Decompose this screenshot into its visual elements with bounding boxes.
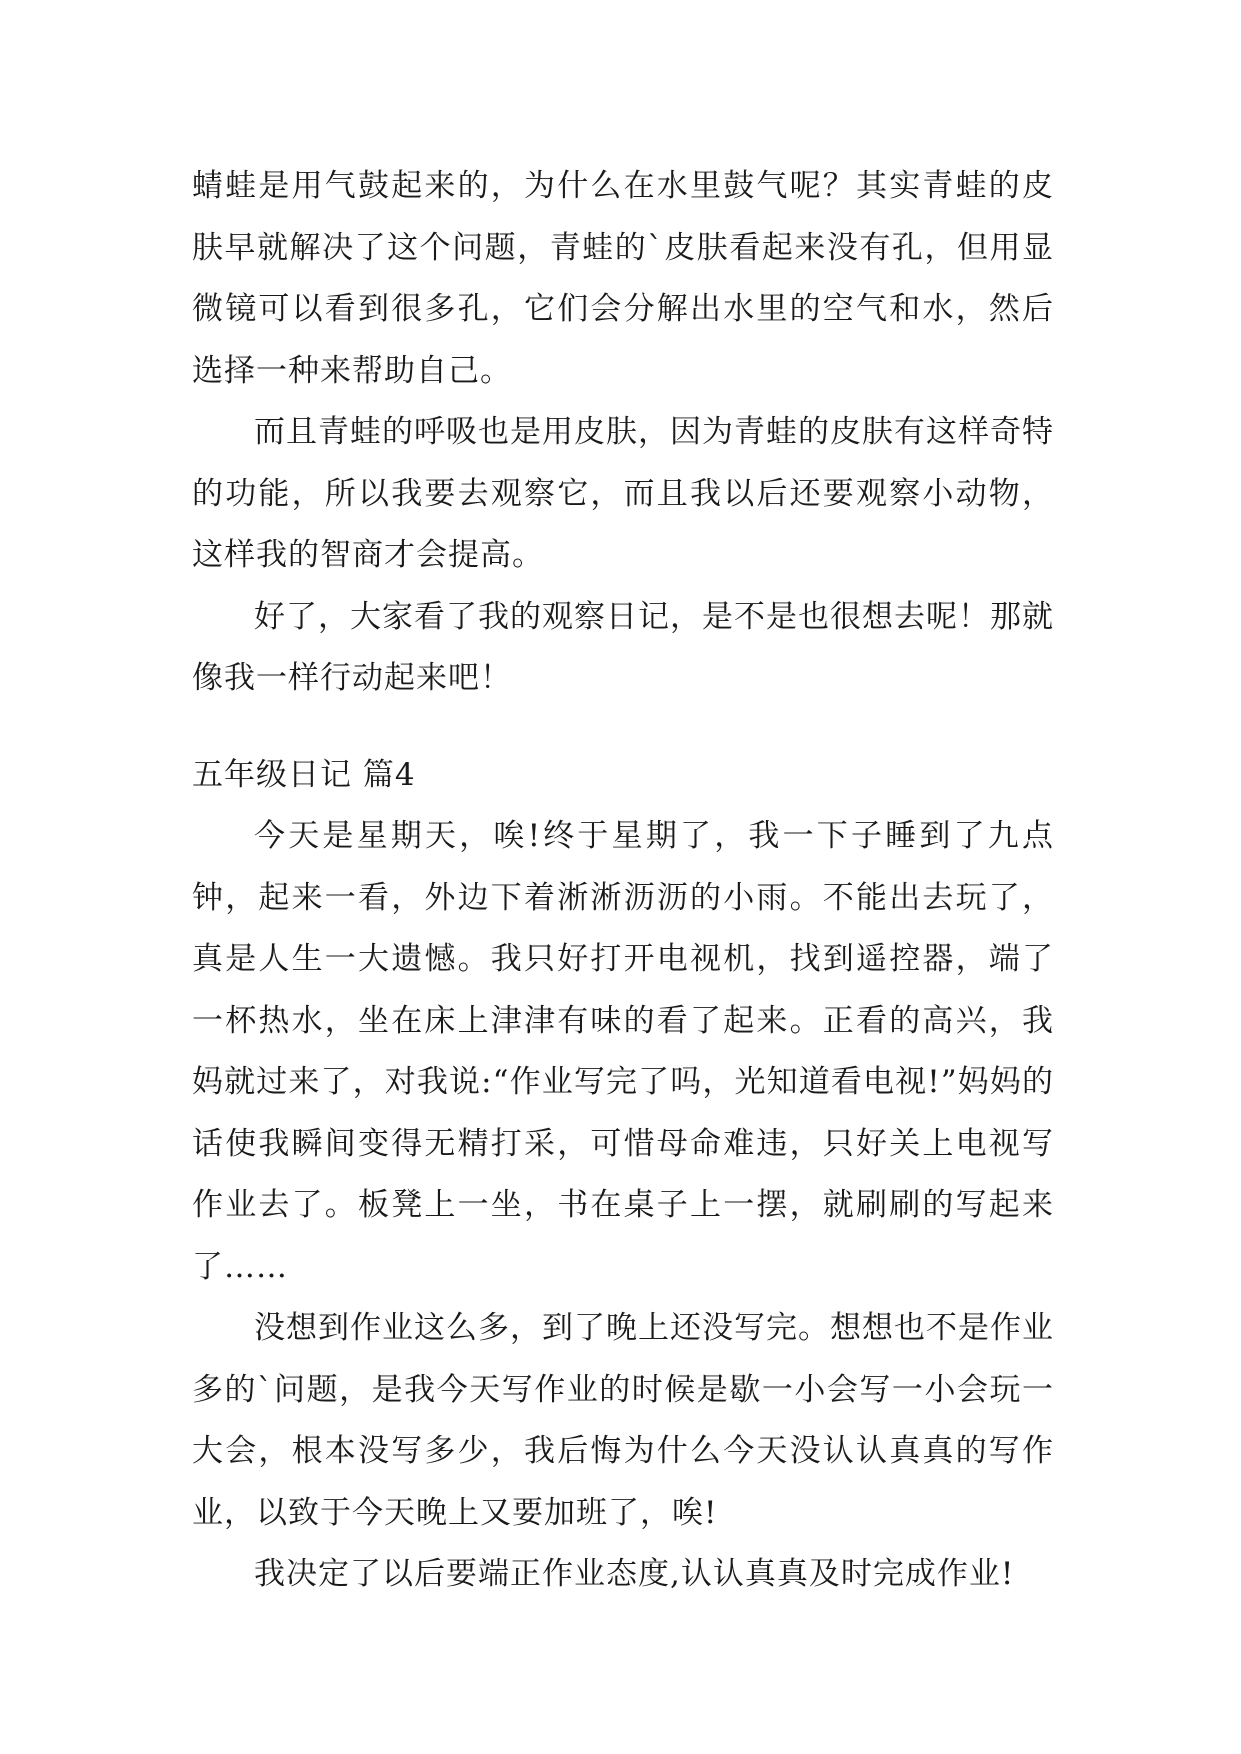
paragraph-decision: 我决定了以后要端正作业态度,认认真真及时完成作业! — [254, 1556, 1015, 1592]
paragraph-closing: 好了，大家看了我的观察日记，是不是也很想去呢！那就像我一样行动起来吧！ — [192, 598, 1054, 696]
paragraph-sunday: 今天是星期天，唉!终于星期了，我一下子睡到了九点钟，起来一看，外边下着淅淅沥沥的小雨。不能出去玩了，真是人生一大遗憾。我只好打开电视机，找到遥控器，端了一杯热水，坐在床上津津有味的看了起来。正看的高兴，我妈就过来了，对我说:“作业写完了吗，光知道看电视!”妈妈的话使我瞬间变得无精打采，可惜母命难违，只好关上电视写作业去了。板凳上一坐，书在桌子上一摆，就刷刷的写起来了…… — [192, 818, 1054, 1285]
paragraph-frog-breathing: 而且青蛙的呼吸也是用皮肤，因为青蛙的皮肤有这样奇特的功能，所以我要去观察它，而且我以后还要观察小动物，这样我的智商才会提高。 — [192, 414, 1054, 573]
paragraph-homework: 没想到作业这么多，到了晚上还没写完。想想也不是作业多的`问题，是我今天写作业的时候是歇一小会写一小会玩一大会，根本没写多少，我后悔为什么今天没认认真真的写作业，以致于今天晚上又要加班了，唉! — [192, 1310, 1054, 1531]
document-body — [192, 156, 1054, 1606]
section-heading: 五年级日记 篇4 — [192, 756, 416, 793]
paragraph-frog-skin: 蜻蛙是用气鼓起来的，为什么在水里鼓气呢？其实青蛙的皮肤早就解决了这个问题，青蛙的`皮肤看起来没有孔，但用显微镜可以看到很多孔，它们会分解出水里的空气和水，然后选择一种来帮助自己。 — [192, 168, 1054, 389]
